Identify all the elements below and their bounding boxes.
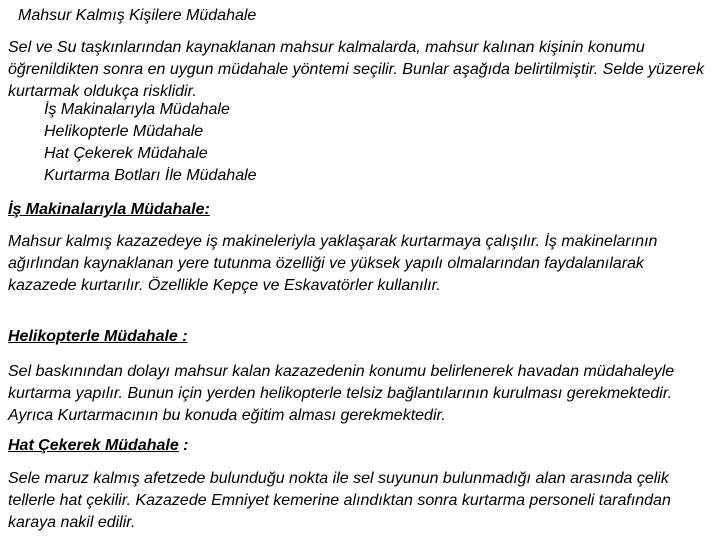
method-item: Helikopterle Müdahale [44,123,204,140]
methods-list [44,99,257,187]
section-heading-machines [8,199,210,221]
method-item: İş Makinalarıyla Müdahale [44,101,230,118]
method-item: Hat Çekerek Müdahale [44,145,208,162]
section-body-machines: Mahsur kalmış kazazedeye iş makineleriyla yaklaşarak kurtarmaya çalışılır. İş makinelarının ağırlından kaynaklanan yere tutunma özelliği ve yüksek yapılı olmalarından faydalanılarak kazazede kurtarılır. Özellikle Kepçe ve Eskavatörler kullanılır. [8,233,658,294]
intro-paragraph: Sel ve Su taşkınlarından kaynaklanan mahsur kalmalarda, mahsur kalınan kişinin konumu öğrenildikten sonra en uygun müdahale yöntemi seçilir. Bunlar aşağıda belirtilmiştir. Selde yüzerek kurtarmak oldukça risklidir. [8,39,705,100]
section-heading-helicopter [8,326,188,348]
section-heading-text: Helikopterle Müdahale : [8,328,188,345]
section-heading-text: İş Makinalarıyla Müdahale: [8,201,210,218]
method-item: Kurtarma Botları İle Müdahale [44,167,257,184]
section-body-helicopter: Sel baskınından dolayı mahsur kalan kazazedenin konumu belirlenerek havadan müdahaleyle kurtarma yapılır. Bunun için yerden helikopterle telsiz bağlantılarının kurulması gerekmektedir. Ayrıca Kurtarmacının bu konuda eğitim alması gerekmektedir. [8,363,675,424]
section-heading-text: Hat Çekerek Müdahale [8,437,179,454]
section-heading-line [8,435,189,457]
section-body-line: Sele maruz kalmış afetzede bulunduğu nokta ile sel suyunun bulunmadığı alan arasında çelik tellerle hat çekilir. Kazazede Emniyet kemerine alındıktan sonra kurtarma personeli tarafından karaya nakil edilir. [8,470,671,531]
section-heading-suffix: : [178,437,189,454]
document-title: Mahsur Kalmış Kişilere Müdahale [18,7,257,24]
